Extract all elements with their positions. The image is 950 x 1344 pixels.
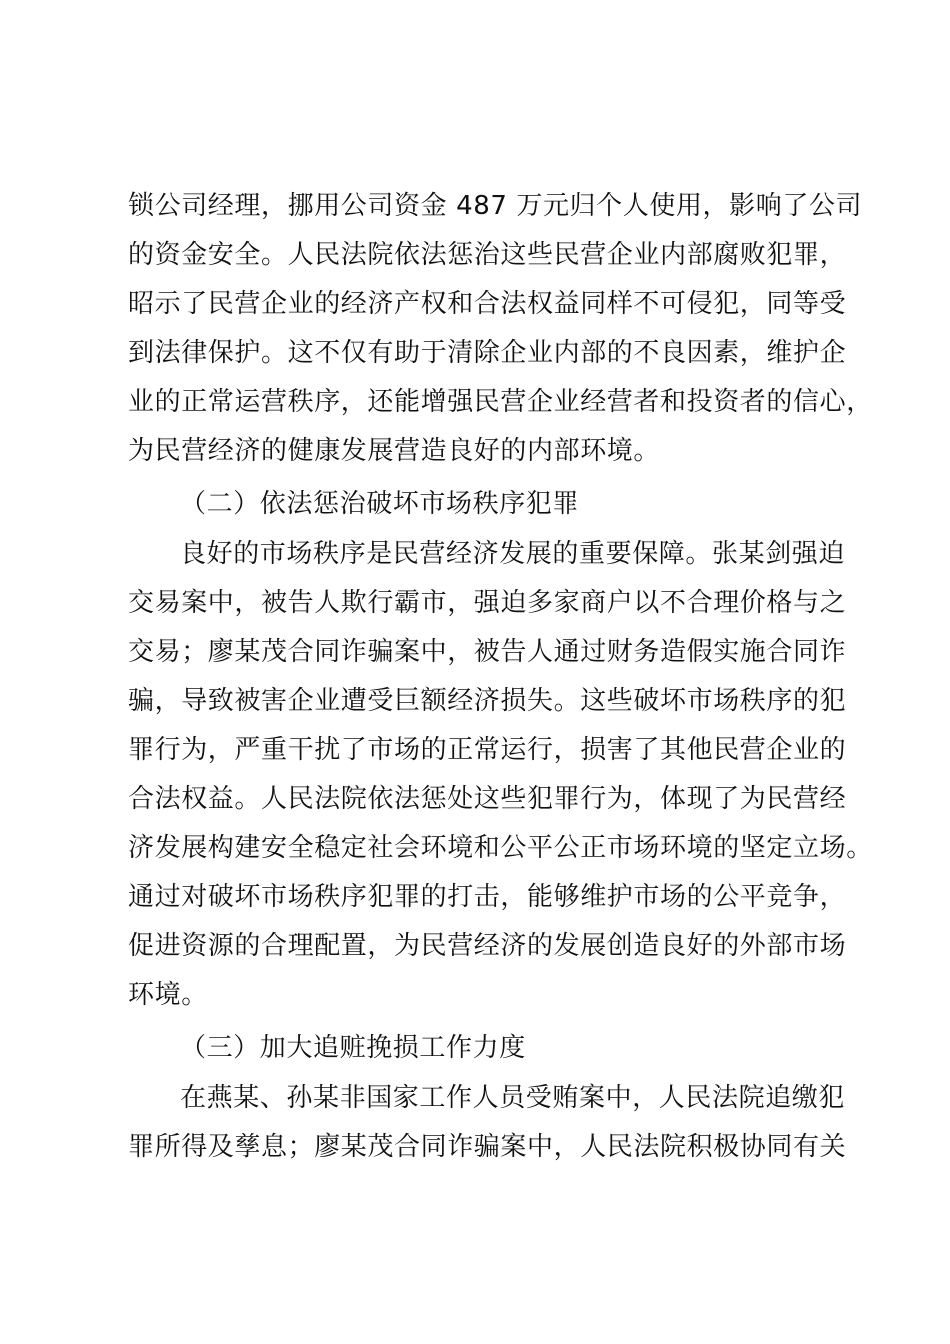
- body-text-line: 罪行为，严重干扰了市场的正常运行，损害了其他民营企业的: [128, 735, 847, 765]
- body-text-line: 为民营经济的健康发展营造良好的内部环境。: [128, 436, 661, 466]
- section-heading: （三）加大追赃挽损工作力度: [180, 1033, 526, 1063]
- body-text-line: 到法律保护。这不仅有助于清除企业内部的不良因素，维护企: [128, 338, 847, 368]
- body-text-line: 罪所得及孳息；廖某茂合同诈骗案中，人民法院积极协同有关: [128, 1132, 847, 1162]
- body-text-line: 在燕某、孙某非国家工作人员受贿案中，人民法院追缴犯: [180, 1083, 846, 1113]
- body-text-line: 锁公司经理，挪用公司资金 487 万元归个人使用，影响了公司: [128, 191, 863, 221]
- body-text-line: 交易案中，被告人欺行霸市，强迫多家商户以不合理价格与之: [128, 588, 847, 618]
- body-text-line: 合法权益。人民法院依法惩处这些犯罪行为，体现了为民营经: [128, 784, 847, 814]
- section-heading: （二）依法惩治破坏市场秩序犯罪: [180, 489, 580, 519]
- body-text-line: 良好的市场秩序是民营经济发展的重要保障。张某剑强迫: [180, 539, 846, 569]
- body-text-line: 昭示了民营企业的经济产权和合法权益同样不可侵犯，同等受: [128, 289, 847, 319]
- body-text-line: 济发展构建安全稳定社会环境和公平公正市场环境的坚定立场。: [128, 833, 873, 863]
- body-text-line: 促进资源的合理配置，为民营经济的发展创造良好的外部市场: [128, 931, 847, 961]
- body-text-line: 的资金安全。人民法院依法惩治这些民营企业内部腐败犯罪，: [128, 240, 847, 270]
- body-text-line: 业的正常运营秩序，还能增强民营企业经营者和投资者的信心，: [128, 387, 873, 417]
- body-text-line: 骗，导致被害企业遭受巨额经济损失。这些破坏市场秩序的犯: [128, 686, 847, 716]
- body-text-line: 环境。: [128, 980, 208, 1010]
- body-text-line: 交易；廖某茂合同诈骗案中，被告人通过财务造假实施合同诈: [128, 637, 847, 667]
- body-text-line: 通过对破坏市场秩序犯罪的打击，能够维护市场的公平竞争，: [128, 882, 847, 912]
